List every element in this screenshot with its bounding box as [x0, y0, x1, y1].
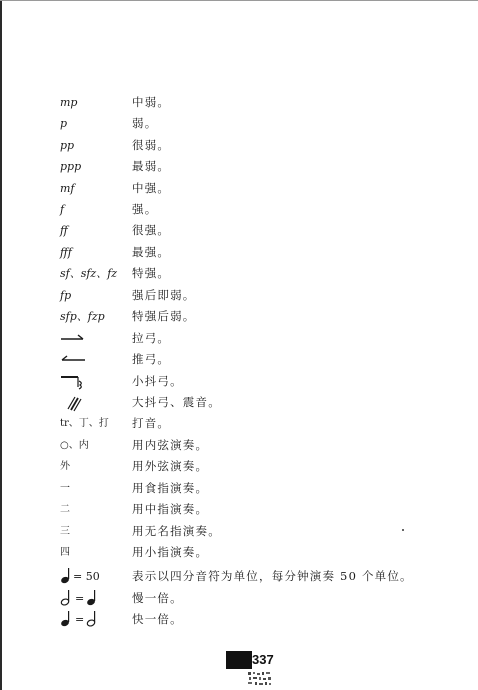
entry-description: 弱。 [132, 116, 158, 130]
entry-row [0, 199, 478, 220]
entry-description: 慢一倍。 [132, 591, 183, 605]
entry-description: 强。 [132, 202, 158, 216]
entry-row [0, 306, 478, 327]
quarter-note-icon [60, 610, 72, 628]
scan-speck [402, 529, 404, 531]
entry-row [0, 521, 478, 542]
entry-row [0, 263, 478, 284]
entry-symbol: ppp [60, 160, 82, 173]
entry-symbol: tr、丁、打 [60, 418, 109, 429]
entry-row [0, 156, 478, 177]
entry-description: 用食指演奏。 [132, 481, 209, 495]
entry-description: 特强。 [132, 266, 171, 280]
entry-symbol: 三 [60, 526, 70, 537]
pull-bow-icon [60, 330, 86, 346]
entry-description: 很弱。 [132, 138, 171, 152]
entry-symbol: pp [60, 139, 75, 152]
page-number [226, 650, 276, 670]
equals-sign: = [75, 592, 85, 605]
page-number-text: 337 [252, 652, 274, 667]
entry-symbol: sfp、fzp [60, 310, 105, 323]
entry-row [0, 456, 478, 477]
entry-symbol: ff [60, 224, 68, 237]
entry-description: 用无名指演奏。 [132, 524, 221, 538]
entry-row [0, 285, 478, 306]
entry-symbol: mf [60, 182, 75, 195]
entry-description: 很强。 [132, 223, 171, 237]
entry-description: 用外弦演奏。 [132, 459, 209, 473]
entry-row [0, 135, 478, 156]
entry-symbol: sf、sfz、fz [60, 267, 118, 280]
entry-symbol: 四 [60, 547, 70, 558]
entry-description: 中弱。 [132, 95, 171, 109]
entry-symbol: 二 [60, 504, 70, 515]
entry-symbol: ○、内 [60, 440, 89, 451]
entry-symbol: fp [60, 289, 72, 302]
entry-description: 最弱。 [132, 159, 171, 173]
entry-symbol: p [60, 117, 68, 130]
entry-description: 快一倍。 [132, 612, 183, 626]
entry-row [0, 499, 478, 520]
entry-row [0, 349, 478, 370]
entry-row [0, 566, 478, 587]
tremolo-slash-icon [60, 394, 86, 412]
entry-row [0, 478, 478, 499]
small-tremolo-bow-icon [60, 373, 86, 391]
push-bow-icon [60, 351, 86, 367]
entry-row [0, 392, 478, 413]
entry-description: 用小指演奏。 [132, 545, 209, 559]
entry-row [0, 371, 478, 392]
entry-description: 特强后弱。 [132, 309, 196, 323]
barcode-mark [247, 671, 273, 687]
entry-description: 强后即弱。 [132, 288, 196, 302]
entry-description: 用中指演奏。 [132, 502, 209, 516]
entry-row [0, 413, 478, 434]
entry-row [0, 220, 478, 241]
entry-symbol: fff [60, 246, 72, 259]
entry-symbol: mp [60, 96, 78, 109]
tempo-marking: = 50 [73, 570, 100, 583]
entry-description: 中强。 [132, 181, 171, 195]
entry-row [0, 609, 478, 630]
entry-row [0, 92, 478, 113]
entry-description: 小抖弓。 [132, 374, 183, 388]
entry-description: 最强。 [132, 245, 171, 259]
equals-sign: = [75, 613, 85, 626]
entry-symbol: f [60, 203, 65, 216]
entry-description: 用内弦演奏。 [132, 438, 209, 452]
entry-row [0, 435, 478, 456]
half-note-icon [60, 589, 72, 607]
quarter-note-icon [86, 589, 98, 607]
quarter-note-icon [60, 567, 72, 585]
entry-row [0, 113, 478, 134]
entry-description: 表示以四分音符为单位，每分钟演奏 50 个单位。 [132, 569, 413, 583]
entry-row [0, 178, 478, 199]
entry-symbol: 一 [60, 483, 70, 494]
entry-description: 拉弓。 [132, 331, 171, 345]
entry-description: 大抖弓、震音。 [132, 395, 221, 409]
half-note-icon [86, 610, 98, 628]
entry-symbol: 外 [60, 461, 70, 472]
page-number-block [226, 651, 252, 669]
entry-row [0, 242, 478, 263]
entry-row [0, 328, 478, 349]
entry-description: 推弓。 [132, 352, 171, 366]
entry-row [0, 542, 478, 563]
entry-description: 打音。 [132, 416, 171, 430]
entry-row [0, 588, 478, 609]
